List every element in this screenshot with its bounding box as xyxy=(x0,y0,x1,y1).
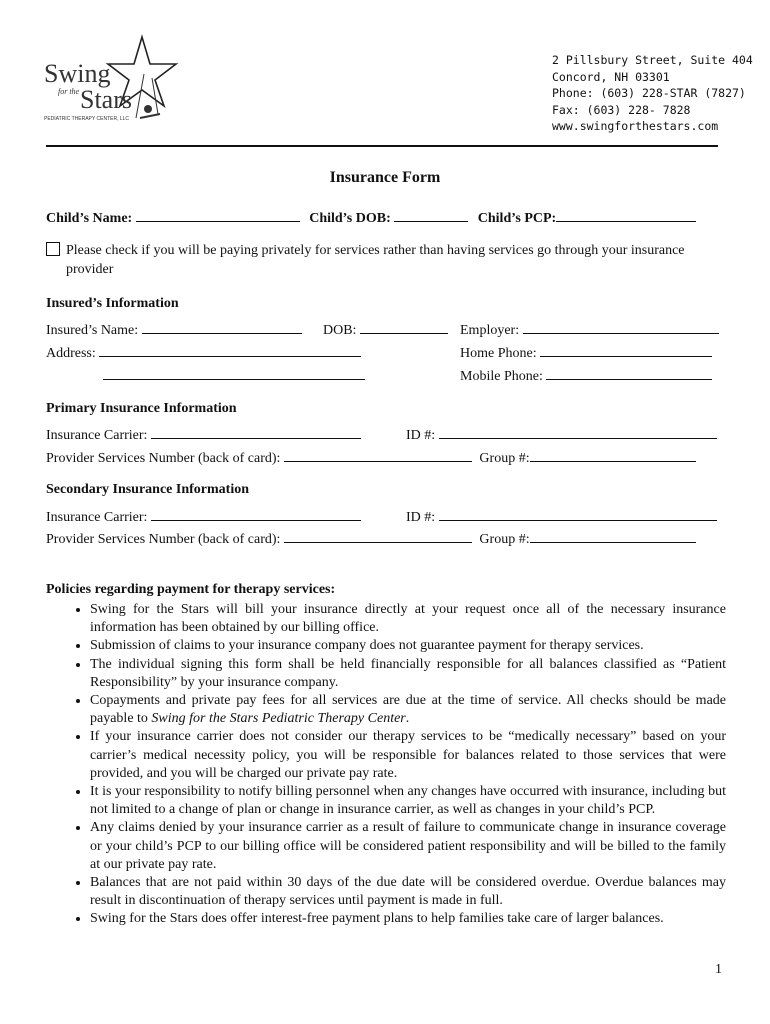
employer-field[interactable] xyxy=(523,319,719,334)
home-phone-label: Home Phone: xyxy=(460,346,537,361)
secondary-id-label: ID #: xyxy=(406,510,436,525)
policies-heading: Policies regarding payment for therapy services: xyxy=(46,582,336,597)
insured-name-field[interactable] xyxy=(142,319,302,334)
employer-row xyxy=(460,319,719,339)
secondary-id-field[interactable] xyxy=(439,506,717,521)
insured-name-row xyxy=(46,319,302,339)
mobile-phone-field[interactable] xyxy=(546,365,712,380)
payment-policies xyxy=(46,582,726,929)
policy-item: • Swing for the Stars does offer interest-free payment plans to help families take care of larger balances. xyxy=(90,910,726,928)
policy-item: • Swing for the Stars will bill your insurance directly at your request once all of the necessary insurance information has been obtained by our billing office. xyxy=(90,601,726,637)
child-name-label: Child’s Name: xyxy=(46,211,133,226)
child-pcp-field[interactable] xyxy=(556,207,696,222)
insured-name-label: Insured’s Name: xyxy=(46,323,139,338)
logo-swing-text: Swing xyxy=(44,59,111,88)
primary-group-field[interactable] xyxy=(530,447,696,462)
private-pay-label: Please check if you will be paying privately for services rather than having services go through your insurance provider xyxy=(66,243,685,277)
address-fax: Fax: (603) 228- 7828 xyxy=(552,102,691,117)
secondary-carrier-field[interactable] xyxy=(151,506,361,521)
insured-dob-row xyxy=(323,319,448,339)
page-number: 1 xyxy=(715,962,722,977)
primary-provider-label: Provider Services Number (back of card): xyxy=(46,451,281,466)
child-figure-icon xyxy=(144,105,152,113)
policy-item: • Balances that are not paid within 30 days of the due date will be considered overdue. Overdue balances may result in discontinuation of therapy services until payment is made in full. xyxy=(90,874,726,910)
secondary-carrier-label: Insurance Carrier: xyxy=(46,510,148,525)
address-row-2 xyxy=(103,365,365,385)
header-divider xyxy=(46,145,718,147)
primary-carrier-label: Insurance Carrier: xyxy=(46,428,148,443)
child-info-row xyxy=(46,207,696,227)
primary-id-row xyxy=(406,424,717,444)
primary-group-label: Group #: xyxy=(479,451,530,466)
mobile-phone-row xyxy=(460,365,712,385)
child-dob-label: Child’s DOB: xyxy=(309,211,391,226)
logo-for-the-text: for the xyxy=(58,87,80,96)
address-block xyxy=(552,52,753,135)
home-phone-field[interactable] xyxy=(540,342,712,357)
private-pay-checkbox[interactable] xyxy=(46,242,60,256)
secondary-carrier-row xyxy=(46,506,361,526)
insured-address-label: Address: xyxy=(46,346,96,361)
address-city: Concord, NH 03301 xyxy=(552,69,670,84)
primary-provider-row xyxy=(46,447,696,467)
policy-item: • Any claims denied by your insurance carrier as a result of failure to communicate change in insurance coverage or your child’s PCP to our billing office will be considered patient responsibility and will be billed to the family at our private pay rate. xyxy=(90,819,726,874)
primary-carrier-field[interactable] xyxy=(151,424,361,439)
secondary-id-row xyxy=(406,506,717,526)
primary-id-field[interactable] xyxy=(439,424,717,439)
employer-label: Employer: xyxy=(460,323,520,338)
policy-item xyxy=(90,692,726,728)
insured-dob-label: DOB: xyxy=(323,323,357,338)
primary-heading: Primary Insurance Information xyxy=(46,401,237,416)
insured-address-field-2[interactable] xyxy=(103,365,365,380)
policy-item: • If your insurance carrier does not consider our therapy services to be “medically necessary” based on your carrier’s medical necessity policy, you will be responsible for balances related to those services that were provided, and you will be charged our private pay rate. xyxy=(90,728,726,783)
primary-carrier-row xyxy=(46,424,361,444)
insured-dob-field[interactable] xyxy=(360,319,448,334)
secondary-heading: Secondary Insurance Information xyxy=(46,482,250,497)
insured-heading: Insured’s Information xyxy=(46,296,179,311)
policy-item: • The individual signing this form shall be held financially responsible for all balances classified as “Patient Responsibility” by your insurance company. xyxy=(90,656,726,692)
mobile-phone-label: Mobile Phone: xyxy=(460,369,543,384)
swing-for-the-stars-logo xyxy=(40,34,190,129)
secondary-provider-field[interactable] xyxy=(284,528,472,543)
insured-address-field-1[interactable] xyxy=(99,342,361,357)
page-title: Insurance Form xyxy=(329,169,441,186)
payable-to-name: Swing for the Stars Pediatric Therapy Center xyxy=(151,711,406,727)
logo-subtitle-text: PEDIATRIC THERAPY CENTER, LLC xyxy=(44,116,130,122)
policy-item: • Submission of claims to your insurance company does not guarantee payment for therapy services. xyxy=(90,637,726,655)
child-name-field[interactable] xyxy=(136,207,300,222)
primary-id-label: ID #: xyxy=(406,428,436,443)
secondary-provider-label: Provider Services Number (back of card): xyxy=(46,532,281,547)
logo-stars-text: Stars xyxy=(80,85,132,114)
primary-provider-field[interactable] xyxy=(284,447,472,462)
child-pcp-label: Child’s PCP: xyxy=(477,211,557,226)
address-phone: Phone: (603) 228-STAR (7827) xyxy=(552,86,746,100)
payable-to-end: . xyxy=(405,711,410,727)
address-web: www.swingforthestars.com xyxy=(552,119,719,133)
secondary-group-label: Group #: xyxy=(479,532,530,547)
policy-item-text: Copayments and private pay fees for all services are due at the time of service. All checks should be made payable to xyxy=(90,693,726,727)
secondary-group-field[interactable] xyxy=(530,528,696,543)
child-dob-field[interactable] xyxy=(394,207,468,222)
home-phone-row xyxy=(460,342,712,362)
secondary-provider-row xyxy=(46,528,696,548)
address-row xyxy=(46,342,361,362)
policies-list xyxy=(46,601,726,929)
policy-item: • It is your responsibility to notify billing personnel when any changes have occurred with insurance, including but not limited to a change of plan or change in insurance carrier, as well as changes in your child’s PCP. xyxy=(90,783,726,819)
address-street: 2 Pillsbury Street, Suite 404 xyxy=(552,53,753,67)
